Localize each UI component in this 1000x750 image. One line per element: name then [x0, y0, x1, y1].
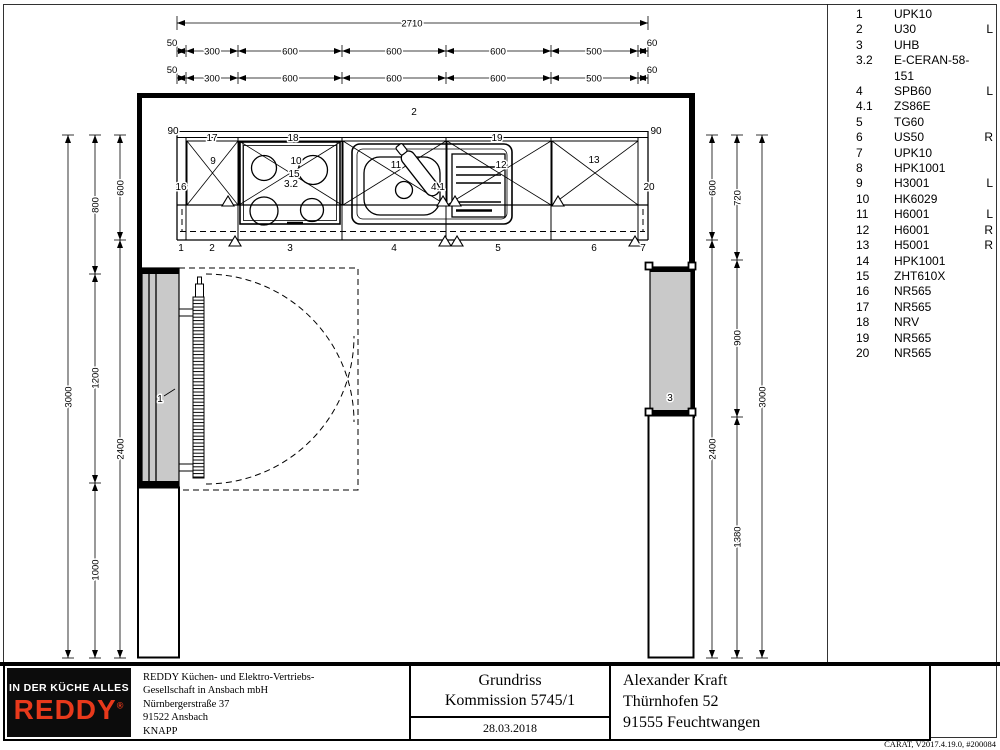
- svg-text:3000: 3000: [63, 386, 75, 408]
- parts-list-row: 20 NR565: [856, 345, 932, 360]
- customer-info: [609, 666, 929, 739]
- svg-text:720: 720: [732, 190, 744, 206]
- svg-text:600: 600: [282, 73, 298, 85]
- dimension-chain-right: [706, 135, 769, 658]
- parts-list-row: 3.2 E-CERAN-58-151: [856, 53, 970, 83]
- hinge-mark: [646, 409, 653, 416]
- cabinet-11-label: 11: [390, 160, 402, 171]
- rail-18-label: 18: [287, 133, 299, 144]
- svg-text:50: 50: [166, 38, 178, 49]
- logo-cell: [5, 666, 133, 739]
- customer-street: Thürnhofen 52: [623, 693, 719, 710]
- parts-list-row: 5 TG60: [856, 114, 925, 129]
- parts-list-row: 11 H6001 L: [856, 207, 993, 222]
- document-info: [409, 666, 609, 739]
- rail-20-label: 20: [643, 182, 655, 193]
- customer-name: Alexander Kraft: [623, 672, 728, 689]
- parts-list-row: 4 SPB60 L: [856, 84, 993, 99]
- hinge-mark: [646, 263, 653, 270]
- company-line: KNAPP: [143, 725, 178, 737]
- svg-text:1000: 1000: [90, 559, 102, 581]
- parts-list-row: 8 HPK1001: [856, 161, 946, 176]
- drawing-date: 28.03.2018: [411, 716, 609, 739]
- company-line: REDDY Küchen- und Elektro-Vertriebs-: [143, 672, 315, 683]
- door-swing-arc-bottom: [206, 336, 354, 484]
- svg-text:600: 600: [115, 180, 127, 196]
- svg-text:600: 600: [386, 73, 402, 85]
- base-4-label: 4: [391, 243, 397, 254]
- wall-pillar-right: [649, 416, 694, 658]
- rail-17-label: 17: [206, 133, 218, 144]
- svg-text:500: 500: [586, 46, 602, 58]
- customer-city: 91555 Feuchtwangen: [623, 714, 761, 731]
- carat-version-footer: CARAT, V2017.4.19.0, #200084: [884, 739, 996, 749]
- svg-text:1380: 1380: [732, 526, 744, 548]
- radiator: [179, 277, 204, 478]
- wall-pillar-left: [138, 488, 179, 658]
- registered-mark: ®: [116, 700, 125, 711]
- svg-text:800: 800: [90, 197, 102, 213]
- burner: [299, 156, 328, 185]
- parts-list-row: 3 UHB: [856, 37, 920, 52]
- svg-text:300: 300: [204, 73, 220, 85]
- filler-right-label: 90: [650, 126, 662, 137]
- rail-19-label: 19: [491, 133, 503, 144]
- svg-text:600: 600: [282, 46, 298, 58]
- cabinet-13-label: 13: [588, 155, 600, 166]
- company-line: 91522 Ansbach: [143, 712, 209, 724]
- cabinet-9-label: 9: [210, 156, 216, 167]
- hob-32-label: 3.2: [284, 179, 298, 190]
- cabinet-12-label: 12: [495, 160, 507, 171]
- company-address: [133, 666, 409, 739]
- dimension-chain-left: [62, 135, 127, 658]
- parts-list-row: 2 U30 L: [856, 22, 993, 37]
- svg-text:600: 600: [707, 180, 719, 196]
- parts-list-row: 6 US50 R: [856, 130, 993, 145]
- parts-list-row: 12 H6001 R: [856, 222, 993, 237]
- parts-list-row: 15 ZHT610X: [856, 268, 946, 283]
- parts-list-row: 1 UPK10: [856, 7, 933, 21]
- connection-markers: [222, 196, 641, 246]
- filler-left-label: 90: [167, 126, 179, 137]
- burner: [252, 156, 277, 181]
- room-label: 2: [411, 107, 417, 118]
- base-1-label: 1: [178, 243, 184, 254]
- tall-right-label: 3: [667, 393, 673, 404]
- base-2-label: 2: [209, 243, 215, 254]
- hinge-mark: [689, 263, 696, 270]
- parts-list: [856, 7, 993, 361]
- faucet-handle: [396, 182, 413, 199]
- parts-list-row: 4.1 ZS86E: [856, 99, 931, 114]
- base-6-label: 6: [591, 243, 597, 254]
- hob-15-label: 15: [288, 169, 300, 180]
- reddy-logo: [7, 668, 131, 737]
- company-line: Gesellschaft in Ansbach mbH: [143, 685, 269, 697]
- dimension-chain-top: [167, 16, 658, 85]
- parts-list-row: 18 NRV: [856, 315, 920, 330]
- tall-unit-left: [142, 268, 179, 487]
- wall-cabinet-13: [552, 141, 638, 205]
- logo-brand: REDDY®: [13, 693, 125, 725]
- svg-text:60: 60: [646, 38, 658, 49]
- drawing-type: Grundriss: [478, 672, 542, 689]
- parts-list-row: 13 H5001 R: [856, 238, 993, 253]
- base-3-label: 3: [287, 243, 293, 254]
- svg-text:60: 60: [646, 65, 658, 76]
- tall-left-label: 1: [157, 394, 163, 405]
- parts-list-row: 17 NR565: [856, 299, 932, 314]
- parts-list-row: 7 UPK10: [856, 145, 933, 160]
- svg-text:2400: 2400: [707, 438, 719, 460]
- title-block: [3, 664, 931, 741]
- svg-text:600: 600: [490, 73, 506, 85]
- kitchen-run: [177, 131, 648, 246]
- base-7-label: 7: [640, 243, 646, 254]
- svg-text:300: 300: [204, 46, 220, 58]
- rail-16-label: 16: [175, 182, 187, 193]
- svg-text:600: 600: [490, 46, 506, 58]
- hood-10-label: 10: [290, 156, 302, 167]
- logo-tagline: IN DER KÜCHE ALLES: [9, 681, 129, 694]
- svg-text:2400: 2400: [115, 438, 127, 460]
- parts-list-row: 16 NR565: [856, 284, 932, 299]
- parts-list-row: 14 HPK1001: [856, 253, 946, 268]
- parts-list-row: 9 H3001 L: [856, 176, 993, 191]
- hinge-mark: [689, 409, 696, 416]
- svg-text:3000: 3000: [757, 386, 769, 408]
- svg-text:50: 50: [166, 65, 178, 76]
- parts-list-row: 10 HK6029: [856, 191, 938, 206]
- svg-text:500: 500: [586, 73, 602, 85]
- tap-41-label: 4.1: [431, 182, 445, 193]
- door-swing-area: [179, 268, 358, 490]
- parts-list-row: 19 NR565: [856, 330, 932, 345]
- base-5-label: 5: [495, 243, 501, 254]
- dim-top-total: 2710: [401, 18, 423, 30]
- svg-text:900: 900: [732, 330, 744, 346]
- plan-labels: [157, 107, 673, 405]
- burner: [301, 199, 324, 222]
- wall-cabinet-9: [187, 141, 238, 205]
- door-swing-arc-top: [206, 274, 354, 422]
- company-line: Nürnbergerstraße 37: [143, 698, 230, 710]
- wall-cabinet-12: [447, 141, 551, 205]
- commission-number: Kommission 5745/1: [444, 692, 576, 709]
- svg-text:600: 600: [386, 46, 402, 58]
- svg-text:1200: 1200: [90, 367, 102, 389]
